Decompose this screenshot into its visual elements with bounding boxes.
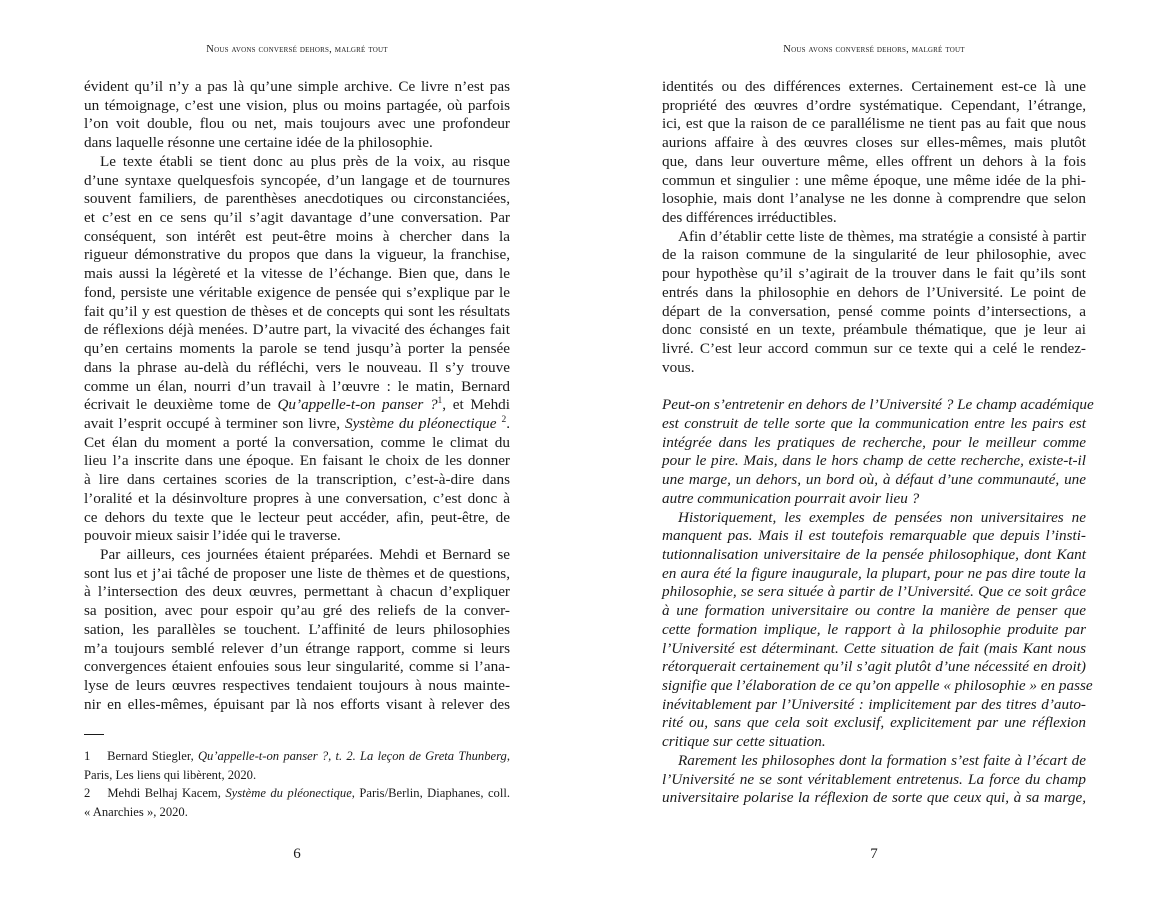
text-line: et c’est en ce sens qu’il s’agit davantage d’une conversation. Par: [84, 209, 510, 227]
text-line: rité ou, sans que cela soit exclusif, explicitement par une réflexion: [662, 714, 1086, 732]
text-line: propriété des œuvres d’ordre systématique. Cependant, l’étrange,: [662, 96, 1086, 114]
text-line: de réflexions déjà menées. D’autre part, la vivacité des échanges fait: [84, 321, 510, 339]
text-line: que, dans leur ouverture même, elles offrent un dehors à la fois: [662, 152, 1086, 170]
text-line: dans laquelle résonne une certaine idée de la philosophie.: [84, 134, 433, 152]
text-line: de la raison commune de la singularité de leur philosophie, avec: [662, 246, 1086, 264]
text-line: lieu l’a inscrite dans une époque. En faisant le choix de les donner: [84, 452, 510, 470]
paragraph: [84, 78, 510, 153]
text-line: universitaire polarise la réflexion de sorte que ceux qui, à sa marge,: [662, 789, 1086, 807]
text-line: pour hypothèse qu’il s’agirait de la trouver dans le fait qu’ils sont: [662, 265, 1086, 283]
text-line: nir en elles-mêmes, épuisant par là nos efforts visant à relever des: [84, 695, 510, 713]
text-line: losophie, mais dont l’analyse ne les donne à comprendre que selon: [662, 190, 1086, 208]
text-line: ce dehors du texte que le lecteur peut accéder, afin, peut-être, de: [84, 508, 510, 526]
text-line: une marge, un dehors, un bord où, à défaut d’une communauté, une: [662, 471, 1086, 489]
italic-title: Qu’appelle-t-on panser ?, t. 2. La leçon de Greta Thunberg: [197, 749, 507, 763]
running-head: Nous avons conversé dehors, malgré tout: [783, 44, 965, 55]
text-line: Historiquement, les exemples de pensées non universitaires ne: [678, 508, 1086, 526]
paragraph: [84, 546, 510, 714]
text-line: [84, 748, 510, 767]
text-segment: , et Mehdi: [442, 396, 510, 414]
text-segment: , Paris/Berlin, Diaphanes, coll.: [351, 786, 510, 801]
text-line: « Anarchies », 2020.: [84, 805, 188, 820]
text-line: fait qu’il y est question de thèses et de concepts qui sont les résultats: [84, 302, 510, 320]
footnote-list: [84, 748, 510, 823]
text-line: ici, est que la raison de ce parallélisme ne tient pas au fait que nous: [662, 115, 1086, 133]
text-line: l’oralité et la désinvolture propres à une conversation, c’est donc à: [84, 489, 510, 507]
text-line: à lire dans certaines scories de la transcription, c’est-à-dire dans: [84, 471, 510, 489]
text-segment: ,: [506, 749, 510, 763]
text-line: rétorquerait certainement qu’il s’agit plutôt d’une nécessité en droit): [662, 658, 1086, 676]
text-line: lyse de leurs œuvres respectives tendaient toujours à nous mainte-: [84, 677, 510, 694]
text-line: l’Université est déterminant. Cette situation de fait (mais Kant nous: [662, 639, 1086, 657]
page-number: 6: [293, 846, 301, 862]
text-line: pour le pire. Mais, dans le hors champ de cette recherche, existe-t-il: [662, 452, 1086, 470]
footnote-rule: [84, 734, 104, 735]
italic-title: Système du pléonectique: [225, 786, 352, 801]
text-segment: .: [506, 414, 511, 432]
paragraph: [662, 508, 1093, 752]
running-head: Nous avons conversé dehors, malgré tout: [206, 44, 388, 55]
text-line: souvent familiers, de parenthèses anecdotiques ou circonstanciées,: [84, 190, 510, 208]
text-line: cette formation implique, le rapport à la philosophie produite par: [662, 620, 1086, 638]
text-line: sa position, avec pour espoir qu’au gré des reliefs de la conver-: [84, 602, 510, 620]
text-line: vous.: [662, 358, 695, 376]
text-line: pouvoir mieux saisir l’idée qui le traverse.: [84, 527, 341, 545]
footnote: [84, 785, 510, 822]
body-text: [84, 78, 510, 714]
text-line: mais aussi la légèreté et la vitesse de l’échange. Bien que, dans le: [84, 265, 510, 283]
text-line: conséquent, son intérêt est peut-être moins à chercher dans la: [84, 227, 510, 245]
text-line: dans la phrase au-delà du réfléchi, vers le nouveau. Il s’y trouve: [84, 358, 510, 376]
text-line: m’a toujours semblé relever d’un étrange rapport, comme si leurs: [84, 639, 510, 657]
text-line: Par ailleurs, ces journées étaient préparées. Mehdi et Bernard se: [100, 545, 510, 563]
text-line: est construit de telle sorte que la communication entre les pairs est: [662, 414, 1086, 432]
text-line: critique sur cette situation.: [662, 733, 826, 751]
text-line: [84, 785, 510, 804]
text-line: sation, les parallèles se touchent. L’affinité de leurs philosophies: [84, 620, 510, 638]
text-line: [84, 396, 510, 415]
text-line: manquent pas. Mais il est toutefois remarquable que depuis l’insti-: [662, 527, 1086, 545]
text-line: qu’en certains moments la parole se tend jusqu’à porter la pensée: [84, 340, 510, 358]
paragraph: [662, 752, 1086, 808]
footnote-ref: 2: [501, 414, 507, 425]
text-line: signifie que l’élaboration de ce qu’on appelle « philosophie » en passe: [662, 677, 1093, 694]
page-number: 7: [870, 846, 878, 862]
text-line: l’on voit double, flou ou net, mais toujours avec une profondeur: [84, 115, 510, 133]
text-line: identités ou des différences externes. Certainement est-ce là une: [662, 78, 1086, 95]
text-line: inévitablement par l’Université : implicitement par des titres d’auto-: [662, 695, 1086, 713]
text-line: aurions affaire à des œuvres closes sur elles-mêmes, mais plutôt: [662, 134, 1086, 152]
text-line: à une formation universitaire ou contre la manière de penser que: [662, 602, 1086, 620]
text-line: philosophie, se sera située à partir de l’Université. Que ce soit grâce: [662, 583, 1086, 601]
text-line: Afin d’établir cette liste de thèmes, ma stratégie a consisté à partir: [678, 227, 1086, 245]
paragraph: [662, 78, 1086, 228]
text-line: entrés dans la philosophie en dehors de l’Université. Le point de: [662, 283, 1086, 301]
text-line: fond, persiste une véritable exigence de pensée qui s’explique par le: [84, 283, 510, 301]
text-line: livré. C’est leur accord commun sur ce texte qui a celé le rendez-: [662, 340, 1086, 358]
text-line: Peut-on s’entretenir en dehors de l’Université ? Le champ académique: [662, 396, 1094, 414]
text-line: d’une syntaxe quelquesfois syncopée, d’un langage et de tournures: [84, 171, 510, 189]
text-line: Paris, Les liens qui libèrent, 2020.: [84, 767, 257, 782]
text-line: tutionnalisation universitaire de la pensée philosophique, dont Kant: [662, 545, 1086, 563]
footnotes: [84, 734, 510, 823]
text-line: évident qu’il n’y a pas là qu’une simple archive. Ce livre n’est pas: [84, 78, 510, 95]
footnote-ref: 1: [437, 396, 443, 407]
text-segment: écrivait le deuxième tome de: [84, 396, 278, 414]
text-segment: 2 Mehdi Belhaj Kacem,: [84, 786, 226, 801]
text-line: comme un élan, nourri d’un travail à l’œuvre : le matin, Bernard: [84, 377, 510, 395]
text-line: [84, 415, 510, 434]
footnote: [84, 748, 510, 785]
text-line: donc consisté en un texte, préambule thématique, que je leur ai: [662, 321, 1086, 339]
text-line: en aura été la figure inaugurale, la plupart, pour ne pas dire toute la: [662, 564, 1086, 582]
text-line: Cet élan du moment a porté la conversation, comme le climat du: [84, 433, 510, 451]
text-line: un témoignage, c’est une vision, plus ou moins partagée, où parfois: [84, 96, 510, 114]
text-line: sont lus et j’ai tâché de proposer une liste de thèmes et de questions,: [84, 564, 510, 582]
italic-title: Qu’appelle-t-on panser ?: [277, 396, 438, 414]
text-line: intégrée dans les pratiques de recherche, pour le meilleur comme: [662, 433, 1086, 451]
italic-title: Système du pléonectique: [344, 414, 497, 432]
text-line: Rarement les philosophes dont la formation s’est faite à l’écart de: [678, 751, 1086, 769]
text-line: des différences irréductibles.: [662, 209, 837, 227]
text-line: à l’intersection des deux œuvres, permettant à chacun d’expliquer: [84, 583, 510, 601]
body-text: [662, 78, 1094, 808]
text-line: autre communication pourrait avoir lieu ?: [662, 489, 920, 507]
left-page: [84, 0, 510, 912]
text-line: rigueur démonstrative du propos que dans la vigueur, la franchise,: [84, 246, 510, 264]
text-line: commun et singulier : une même époque, une même idée de la phi-: [662, 171, 1086, 189]
paragraph: [662, 228, 1086, 378]
text-line: départ de la conversation, pensé comme points d’intersections, a: [662, 302, 1086, 320]
text-segment: avait l’esprit occupé à terminer son livre,: [84, 414, 345, 432]
text-line: convergences étaient enfouies sous leur singularité, comme si l’ana-: [84, 658, 510, 676]
text-segment: 1 Bernard Stiegler,: [84, 749, 198, 763]
paragraph: [662, 396, 1094, 508]
right-page: [662, 0, 1094, 912]
text-line: l’Université ne se sont véritablement entretenus. La force du champ: [662, 770, 1086, 788]
text-line: Le texte établi se tient donc au plus près de la voix, au risque: [100, 152, 510, 170]
paragraph: [84, 153, 510, 546]
